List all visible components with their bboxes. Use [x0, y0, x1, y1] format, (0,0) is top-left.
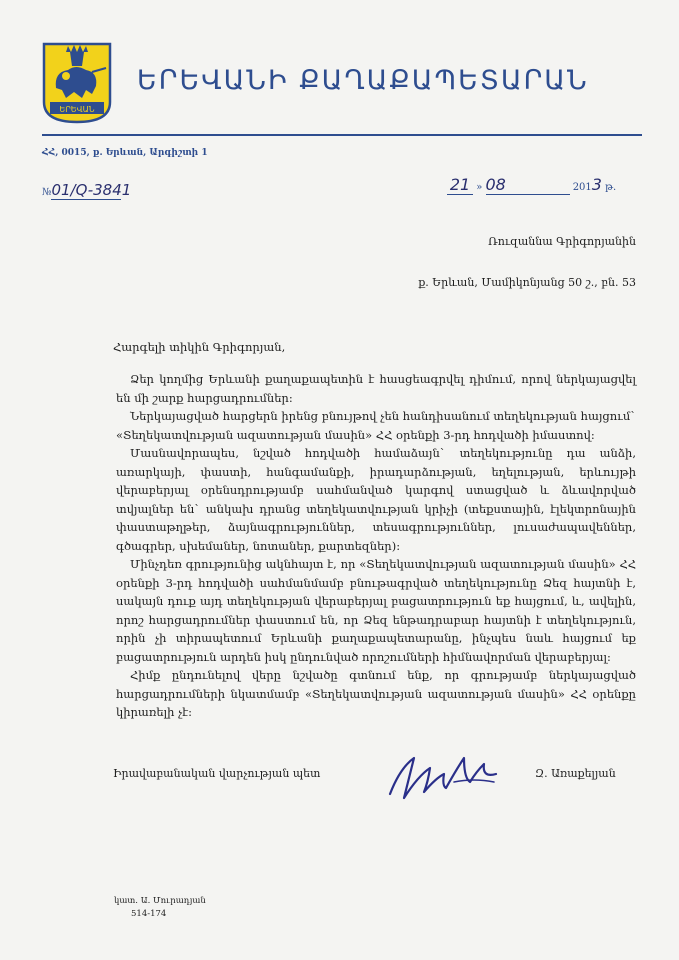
executor-name: կատ. Ա. Մուրադյան [114, 896, 206, 906]
registration-number [42, 181, 132, 200]
date-month: 08 [486, 175, 570, 195]
handwritten-signature [384, 748, 502, 810]
date-day: 21 [447, 175, 473, 195]
date-year-suffix: 3 [591, 175, 602, 194]
date-year-prefix: 201 [572, 182, 592, 193]
letter-body [116, 370, 636, 722]
org-title: ԵՐԵՎԱՆԻ ՔԱՂԱՔԱՊԵՏԱՐԱՆ [137, 65, 589, 96]
body-paragraph: Մասնավորապես, նշված հոդվածի համաձայն` տեղեկությունը դա անձի, առարկայի, փաստի, հանգամանքի, իրադարձության, եղելության, երևույթի վերաբերյալ օրենսդրությամբ սահմանված կարգով ստացված և ձևավորված տվյալներ են` անկախ դրանց տեղեկատվության կրիչի (տեքստային, էլեկտրոնային փաստաթղթեր, ձայնագրություններ, տեսագրություններ, լուսաժապավեններ, գծագրեր, սխեմաներ, նոտաներ, քարտեզներ): [116, 446, 636, 553]
registration-prefix: № [42, 187, 52, 198]
org-address: ՀՀ, 0015, ք. Երևան, Արգիշտի 1 [42, 148, 208, 158]
letter-date: 21 » 08 2013 թ. [447, 175, 616, 195]
body-paragraph: Մինչդեռ գրությունից ակնհայտ է, որ «Տեղեկատվության ազատության մասին» ՀՀ օրենքի 3-րդ հոդվածի սահմանմամբ բնութագրված տեղեկությունը Ձեզ հայտնի է, սակայն դուք այդ տեղեկության վերաբերյալ բացատրություն եք հայցում, և, ավելին, որոշ հարցադրումներ փաստում են, որ Ձեզ ենթադրաբար հայտնի է տեղեկություն, որին չի տիրապետում Երևանի քաղաքապետարանը, ինչպես նաև հայցում եք բացատրություն արդեն իսկ ընդունված որոշումների հիմնավորման վերաբերյալ: [116, 557, 636, 664]
svg-text:ԵՐԵՎԱՆ: ԵՐԵՎԱՆ [59, 105, 95, 114]
body-paragraph: Հիմք ընդունելով վերը նշվածը գտնում ենք, որ գրությամբ ներկայացված հարցադրումների նկատմամբ «Տեղեկատվության ազատության մասին» ՀՀ օրենքը կիրառելի չէ: [116, 668, 636, 719]
signer-name: Զ. Առաքելյան [535, 767, 616, 780]
body-paragraph: Ձեր կողմից Երևանի քաղաքապետին է հասցեագրվել դիմում, որով ներկայացվել են մի շարք հարցադրումներ: [116, 372, 636, 405]
salutation: Հարգելի տիկին Գրիգորյան, [113, 340, 286, 354]
recipient-address: ք. Երևան, Մամիկոնյանց 50 շ., բն. 53 [418, 276, 636, 289]
signer-title: Իրավաբանական վարչության պետ [113, 767, 321, 780]
yerevan-coat-of-arms-logo [42, 42, 112, 124]
date-suffix: թ. [605, 182, 617, 193]
header-divider [42, 134, 642, 136]
registration-number-value: 01/Q-3841 [51, 181, 132, 199]
recipient-name: Ռուզաննա Գրիգորյանին [488, 235, 636, 248]
executor-phone: 514-174 [131, 909, 167, 919]
body-paragraph: Ներկայացված հարցերն իրենց բնույթով չեն հանդիսանում տեղեկության հայցում` «Տեղեկատվության ազատության մասին» ՀՀ օրենքի 3-րդ հոդվածի իմաստով: [116, 409, 636, 442]
